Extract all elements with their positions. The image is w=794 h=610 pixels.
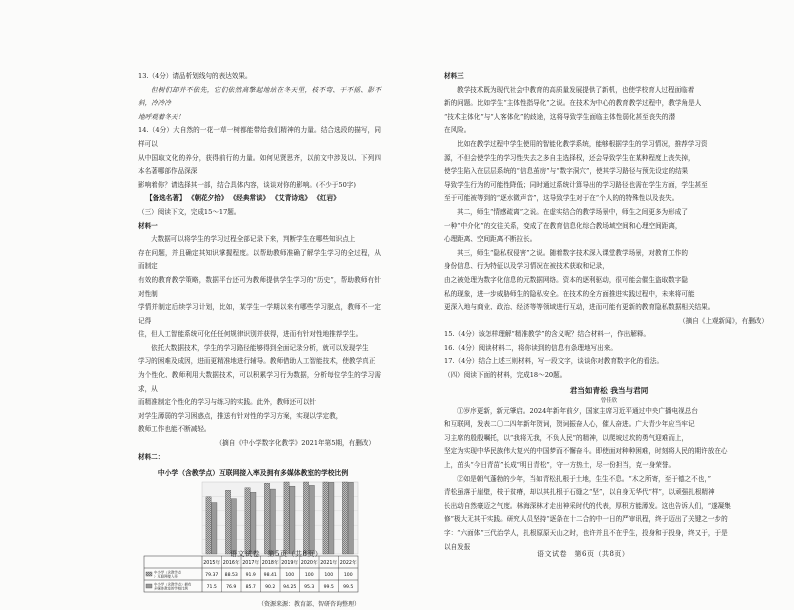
- question-13: 13.（4分）请品析划线句的表达效果。: [138, 72, 252, 80]
- candidate-books: 【备选名著】 《朝花夕拾》 《经典常谈》 《艾青诗选》 《红岩》: [146, 194, 340, 203]
- essay-text: ②如是朝气蓬勃的少年，当如青松扎根于土地，生生不息。“木之所寄，至于德之不也，”: [457, 474, 712, 483]
- question-17: 17.（4分）结合上述三则材料，写一段文字，谈谈你对教育数字化的看法。: [444, 357, 664, 366]
- bar: [225, 490, 230, 554]
- essay-text: ①岁序更新，新元肇启。2024年新年前夕，国家主席习近平通过中央广播电视总台: [457, 406, 698, 415]
- material-2-label: 材料二：: [138, 452, 165, 461]
- material-3-text: 更深入地与商业、政治、经济等等领域进行互动，进而可能有更新的教育隐私数据相关结果。: [444, 303, 715, 312]
- essay-title: 君当如青松 我当与君同: [569, 385, 649, 395]
- material-1-text: 学情并制定后续学习计划，比如，某学生一学期以来有哪些学习脱点，教师不一定记得: [138, 303, 381, 325]
- bar: [270, 489, 275, 554]
- category-label: 2018年: [261, 561, 279, 567]
- data-label: 85.7: [245, 585, 256, 591]
- section-heading: （三）阅读下文，完成15～17题。: [138, 207, 241, 216]
- data-label: 79.37: [205, 573, 219, 579]
- chart-title: 中小学（含教学点）互联网接入率及拥有多媒体教室的学校比例: [157, 469, 349, 478]
- data-label: 94.25: [283, 585, 297, 591]
- essay-text: 上，茁头“今日青苗”长成“明日青松”，守一方热土，尽一份担当，克一身荣誉。: [444, 461, 676, 470]
- data-label: 100: [285, 573, 295, 579]
- bar-chart: [142, 478, 364, 596]
- material-1-text: 住，但人工智能系统可化任任何规律识别并获得，进而有针对性地推荐学生。: [138, 330, 363, 339]
- material-1-label: 材料一: [138, 221, 158, 230]
- category-label: 2015年: [203, 561, 221, 567]
- material-3-text: 身份信息、行为特征以及学习情况在被技术获取和记录，: [444, 262, 609, 271]
- page-footer-left: 语文试卷 第5页（共8页）: [230, 550, 323, 558]
- essay-author: 曾佳欣: [600, 397, 618, 404]
- bar: [348, 483, 353, 555]
- material-3-text: 教学技术既为现代社会中教育的高质量发展提供了新机，也使学校育人过程面临着: [457, 85, 695, 94]
- material-1-text: 对学生薄弱的学习困惑点，推送有针对性的学习方案，实现以学定教，: [138, 411, 343, 420]
- question-16: 16.（4分）阅读材料二，将你读到的信息有条理地写出来。: [444, 343, 617, 352]
- material-3-text: 至于可能被等到的“逐水微声音”，这导致学生对于在“个人的的特殊性以及丧失。: [444, 194, 679, 203]
- category-label: 2022年: [339, 561, 357, 567]
- bar: [342, 482, 347, 554]
- bar: [284, 482, 289, 554]
- question-15: 15.（4分）该怎样理解“精准教学”的含义呢？结合材料一，作出解释。: [444, 330, 651, 339]
- material-3-text: 在风险。: [444, 126, 471, 135]
- bar: [206, 497, 211, 554]
- essay-text: 习主席的殷殷嘱托，以“我将无我，不负人民”的精神，以爬坡过坎的勇气迎难而上，: [444, 433, 689, 442]
- material-3-text: 新的问题。比如学生“主体性指导化”之说。在技术为中心的教育教学过程中，教学角是人: [444, 99, 702, 108]
- bar: [290, 486, 295, 554]
- essay-text: 修”极大无其干实践。研究人员坚持“逐条在十二合的中一日的严审讯程，终于迈出了关键之一步的: [444, 515, 728, 524]
- data-label: 76.9: [226, 585, 237, 591]
- material-3-text: 导致学生行为的可能性降低；同时通过系统计算导出的学习路径也需在学生方面，学生甚至: [444, 180, 708, 189]
- essay-text: 字：“六面体”三代治学人，扎根原原天山之时，也许并且不在乎生，投身和于投身，终又于，于是: [444, 529, 728, 537]
- material-3-text: 私的现象，进一步威胁师生的隐私安全。在技术的全方面推进实践过程中，未来将可能: [444, 289, 695, 298]
- essay-text: 长出动自然豪迈之气度。林海深林才走出神采时代的代表，厚积方能薄发。这也告诉人们，“遂凝集: [444, 501, 731, 510]
- data-label: 99.5: [323, 585, 334, 591]
- data-label: 95.3: [304, 585, 315, 591]
- quoted-line: 但树们却并不依先，它们依然高擎起地站在冬天里，枝不弯、干不摇、影不斜，冷冷冷: [138, 85, 381, 108]
- material-1-source: （摘自《中小学数字化教学》2021年第5期，有删改）: [215, 439, 375, 448]
- category-label: 2017年: [242, 561, 260, 567]
- data-label: 90.2: [265, 585, 276, 591]
- material-3-text: 源，不但会使学生的学习性失去之多自主选择权，还会导致学生在某种程度上丧失掉，: [444, 153, 695, 162]
- data-label: 88.53: [224, 573, 238, 579]
- quoted-line: 地呼观着冬天！: [138, 112, 185, 121]
- page-footer-right: 语文试卷 第6页（共8页）: [537, 550, 630, 558]
- category-label: 2020年: [300, 561, 318, 567]
- data-label: 98.41: [263, 573, 277, 579]
- essay-text: 坚定为实现中华民族伟大复兴的中国梦而不懈奋斗。即使面对种种困难，时刻将人民的期许放在心: [444, 447, 728, 456]
- essay-text: 和互联网，发表二〇二四年新年贺词，贺词振奋人心，催人奋进。广大青少年应当牢记: [444, 420, 695, 429]
- category-label: 2021年: [320, 561, 338, 567]
- bar: [251, 493, 256, 555]
- legend-swatch: [146, 584, 152, 588]
- material-3-source: （摘自《上观新闻》，有删改）: [678, 316, 768, 325]
- data-label: 100: [304, 573, 314, 579]
- data-label: 100: [324, 573, 334, 579]
- category-label: 2016年: [222, 561, 240, 567]
- data-label: 71.5: [206, 585, 217, 591]
- material-1-text: 大数据可以将学生的学习过程全部记录下来，判断学生在哪些知识点上: [151, 235, 356, 244]
- category-label: 2019年: [281, 561, 299, 567]
- material-3-text: 其三，师生“隐私权侵害”之说。随着数字技术深入课堂教学场景，对教育工作的: [457, 248, 688, 257]
- essay-text: 以自发报: [444, 542, 471, 551]
- bar: [264, 483, 269, 554]
- chart-source: （资源来源：教育部、智研咨询整理）: [257, 601, 360, 609]
- material-3-text: 由之被处理为数字化信息的元数据网络。资本的逐利驱动，很可能会催生盗取数字隐: [444, 275, 688, 284]
- material-1-text: 学习的困难及成因，进而更精准地进行辅导。教师借助人工智能技术，使教学真正: [138, 357, 376, 366]
- material-1-text: 教师工作也能不断减轻。: [138, 425, 211, 434]
- data-label: 91.9: [245, 573, 256, 579]
- data-label: 99.5: [343, 585, 354, 591]
- section-heading: （四）阅读下面的材料，完成18～20题。: [444, 371, 567, 380]
- material-1-text: 为个性化、教师利用大数据技术，可以积累学习行为数据，分析每位学生的学习需求，从: [138, 371, 381, 393]
- material-3-label: 材料三: [444, 72, 464, 80]
- material-3-text: 使学生陷入在层层系统的“信息茧房”与“数字洞穴”，使其学习路径与预先设定的结果: [444, 167, 689, 176]
- material-3-text: 心理距离、空间距离不断拉长。: [444, 235, 537, 244]
- data-label: 100: [343, 573, 353, 579]
- material-3-text: “技术主体化”与“人客体化”的歧途，这将导致学生面临主体性弱化甚至丧失的潜: [444, 112, 676, 121]
- material-1-text: 存在问题，并且确定其知识掌握程度。以帮助教师准确了解学生学习的全过程，从而制定: [138, 248, 381, 271]
- bar: [245, 488, 250, 554]
- bar: [212, 503, 217, 554]
- material-1-text: 而精准制定个性化的学习与练习的实践。此外，教师还可以针: [138, 398, 317, 407]
- material-3-text: 一种“中介化”的交往关系，变成了在教育信息化综合教场域空间和心理空间距离，: [444, 221, 682, 230]
- bar: [231, 499, 236, 554]
- essay-text: 青松虽落于崖壁，枝于贫瘠，却以其扎根于石缝之“坚”，以自身无华代“样”，以顽强扎根精神: [444, 488, 715, 497]
- material-1-text: 有效的教育教学策略，数据平台还可为教师提供学生学习的“历史”，帮助教师有针对性制: [138, 275, 381, 298]
- bar: [329, 483, 334, 555]
- chart: [142, 468, 364, 610]
- page-6: [397, 0, 794, 561]
- legend-swatch: [146, 572, 152, 576]
- bar: [323, 482, 328, 554]
- material-1-text: 依托大数据技术，学生的学习路径能够得到全面记录分析，就可以发现学生: [151, 343, 369, 352]
- question-14-text: 影响着你？请选择其一部，结合具体内容，谈谈对你的影响。(不少于50字): [138, 180, 356, 189]
- page-5: [0, 0, 397, 609]
- question-14: 14.（4分）大自然的一花一草一树都能带给我们精神的力量。结合选段的描写，同样可以: [138, 126, 381, 148]
- legend-label: 中小学（含教学点）拥有多媒体教室的学校比例: [154, 582, 192, 591]
- material-3-text: 其二，师生“情感疏离”之说。在虚实结合的教学场景中，师生之间更多为形成了: [457, 207, 688, 216]
- legend-label: 中小学（含教学点）互联网接入率: [154, 570, 182, 579]
- bar: [303, 482, 308, 554]
- material-3-text: 比如在教学过程中学生使用的智能化教学系统，能够根据学生的学习情况，推荐学习资: [457, 139, 708, 148]
- bar: [309, 486, 314, 555]
- question-14-text: 从中国取文化的养分，获得前行的力量。如何见贤思齐，以前文中涉及以、下列四本名著哪部作品深深: [138, 153, 381, 176]
